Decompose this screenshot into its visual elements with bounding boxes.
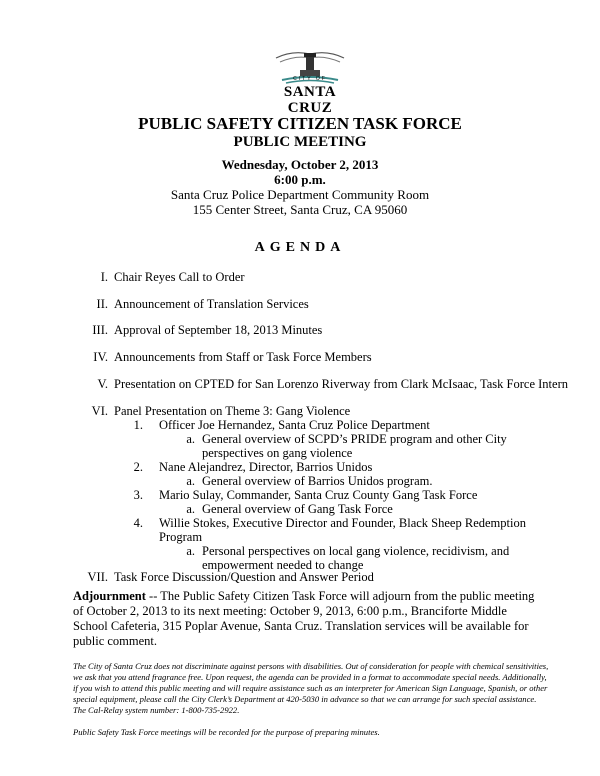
page-title: PUBLIC SAFETY CITIZEN TASK FORCE: [138, 114, 462, 133]
meeting-address: 155 Center Street, Santa Cruz, CA 95060: [192, 202, 408, 217]
panel-subitem-letter: a.: [186, 474, 195, 488]
panel-item-number: 4.: [133, 516, 143, 530]
panel-subitem-text: empowerment needed to change: [202, 558, 364, 572]
meeting-location: Santa Cruz Police Department Community Room: [170, 187, 430, 202]
adjournment-label: Adjournment: [73, 589, 146, 603]
agenda-item-number: VII.: [87, 570, 108, 584]
panel-item-text: Willie Stokes, Executive Director and Founder, Black Sheep Redemption: [159, 516, 526, 530]
adjournment-paragraph: [73, 589, 543, 649]
agenda-item-number: II.: [96, 297, 108, 311]
panel-item-number: 3.: [133, 488, 143, 502]
agenda-item-number: III.: [92, 323, 108, 337]
agenda-item-text: Task Force Discussion/Question and Answer Period: [114, 570, 374, 584]
panel-item-text: Program: [159, 530, 203, 544]
panel-subitem-letter: a.: [186, 502, 195, 516]
agenda-item-text: Presentation on CPTED for San Lorenzo Riverway from Clark McIsaac, Task Force Intern: [114, 377, 568, 391]
panel-subitem-text: Personal perspectives on local gang violence, recidivism, and: [202, 544, 510, 558]
panel-subitem-letter: a.: [186, 432, 195, 446]
agenda-item-text: Approval of September 18, 2013 Minutes: [114, 323, 323, 337]
panel-item-number: 1.: [133, 418, 143, 432]
panel-subitem-text: General overview of SCPD’s PRIDE program and other City: [202, 432, 507, 446]
agenda-item-text: Chair Reyes Call to Order: [114, 270, 245, 284]
agenda-item-number: I.: [100, 270, 108, 284]
agenda-item-number: IV.: [93, 350, 108, 364]
agenda-item-text: Panel Presentation on Theme 3: Gang Violence: [114, 404, 351, 418]
agenda-item-number: V.: [97, 377, 108, 391]
city-logo: [272, 48, 348, 116]
logo-city-of: CITY OF: [293, 76, 327, 82]
panel-subitem-text: General overview of Gang Task Force: [202, 502, 393, 516]
panel-item-number: 2.: [133, 460, 143, 474]
page-subtitle: PUBLIC MEETING: [233, 134, 367, 150]
agenda-heading: AGENDA: [254, 240, 346, 255]
recording-notice: Public Safety Task Force meetings will be recorded for the purpose of preparing minutes.: [73, 727, 380, 737]
accessibility-notice: The City of Santa Cruz does not discriminate against persons with disabilities. Out of consideration for people with chemical sensitivities, we ask that you attend fragrance free. Upon request, the agenda can be provided in a format to accommodate special needs. Additionally, if you wish to attend this public meeting and will require assistance such as an interpreter for American Sign Language, Spanish, or other special equipment, please call the City Clerk’s Department at 420-5030 in advance so that we can arrange for such special assistance. The Cal-Relay system number: 1-800-735-2922.: [73, 661, 549, 715]
agenda-item-number: VI.: [91, 404, 108, 418]
panel-subitem-letter: a.: [186, 544, 195, 558]
panel-item-text: Mario Sulay, Commander, Santa Cruz County Gang Task Force: [159, 488, 478, 502]
panel-item-text: Officer Joe Hernandez, Santa Cruz Police Department: [159, 418, 430, 432]
panel-subitem-text: General overview of Barrios Unidos program.: [202, 474, 433, 488]
agenda-item-text: Announcement of Translation Services: [114, 297, 309, 311]
panel-subitem-text: perspectives on gang violence: [202, 446, 353, 460]
panel-item-text: Nane Alejandrez, Director, Barrios Unidos: [159, 460, 373, 474]
agenda-item-text: Announcements from Staff or Task Force Members: [114, 350, 372, 364]
meeting-time: 6:00 p.m.: [274, 172, 326, 187]
logo-name: SANTA CRUZ: [283, 84, 337, 116]
adjournment-text: -- The Public Safety Citizen Task Force will adjourn from the public meeting of October 2, 2013 to its next meeting: October 9, 2013, 6:00 p.m., Branciforte Middle School Cafeteria, 315 Poplar Avenue, Santa Cruz. Translation services will be available for public comment.: [73, 589, 535, 648]
meeting-date: Wednesday, October 2, 2013: [221, 157, 379, 172]
